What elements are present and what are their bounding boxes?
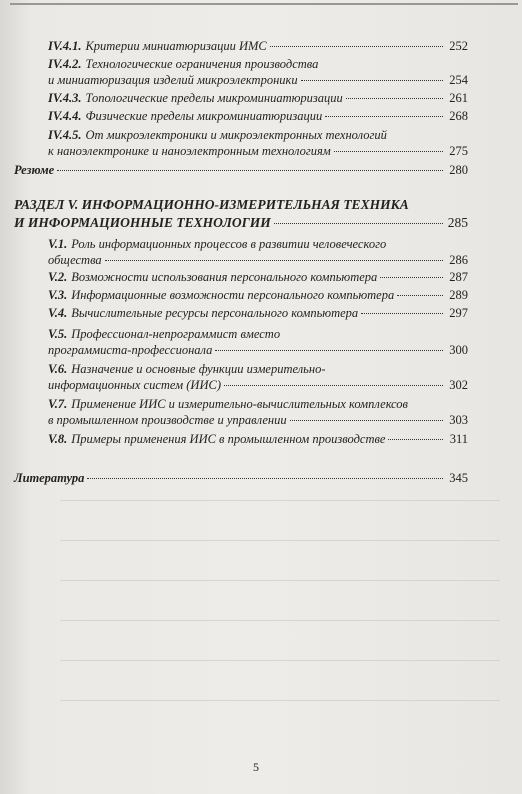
toc-entry-number: V.4. <box>48 306 68 320</box>
leader-dots <box>397 295 443 296</box>
toc-entry-page: 254 <box>449 73 468 87</box>
toc-entry-title-continued: в промышленном производстве и управлении <box>48 413 287 427</box>
leader-dots <box>301 80 443 81</box>
toc-entry-number: V.3. <box>48 288 68 302</box>
toc-entry-title: Роль информационных процессов в развитии человеческого <box>71 237 387 251</box>
leader-dots <box>215 350 443 351</box>
toc-entry[interactable] <box>48 361 468 393</box>
toc-entry-literature[interactable] <box>14 470 468 486</box>
toc-entry-title-continued: программиста-профессионала <box>48 343 213 357</box>
toc-entry-title: Примеры применения ИИС в промышленном производстве <box>71 432 386 446</box>
toc-entry-number: V.6. <box>48 362 68 376</box>
toc-entry[interactable] <box>48 56 468 88</box>
toc-entry-number: IV.4.4. <box>48 109 82 123</box>
toc-entry-title: Вычислительные ресурсы персонального компьютера <box>71 306 359 320</box>
toc-entry-page: 252 <box>449 39 468 53</box>
leader-dots <box>57 170 443 171</box>
toc-entry-title: Критерии миниатюризации ИМС <box>85 39 267 53</box>
toc-entry-number: V.8. <box>48 432 68 446</box>
toc-entry-page: 300 <box>449 343 468 357</box>
toc-entry-number: IV.4.3. <box>48 91 82 105</box>
leader-dots <box>270 46 443 47</box>
toc-entry-title: Применение ИИС и измерительно-вычислительных комплексов <box>71 397 408 411</box>
bleed-through-line <box>60 540 500 541</box>
toc-entry[interactable] <box>48 269 468 285</box>
toc-entry[interactable] <box>48 305 468 321</box>
toc-entry-page: 286 <box>449 253 468 267</box>
toc-entry-title: Назначение и основные функции измерительно- <box>71 362 326 376</box>
toc-entry-title-continued: и миниатюризация изделий микроэлектроники <box>48 73 298 87</box>
top-rule <box>10 3 518 5</box>
toc-entry[interactable] <box>48 431 468 447</box>
leader-dots <box>105 260 443 261</box>
page-number: 5 <box>253 760 259 774</box>
toc-entry[interactable] <box>48 127 468 159</box>
toc-entry[interactable] <box>48 38 468 54</box>
toc-entry-title: Профессионал-непрограммист вместо <box>71 327 281 341</box>
toc-entry[interactable] <box>48 396 468 428</box>
leader-dots <box>224 385 443 386</box>
toc-entry-page: 302 <box>449 378 468 392</box>
toc-entry-title: Физические пределы микроминиатюризации <box>85 109 323 123</box>
toc-entry[interactable] <box>48 108 468 124</box>
toc-entry-number: V.2. <box>48 270 68 284</box>
toc-entry-page: 280 <box>449 163 468 177</box>
toc-entry[interactable] <box>48 326 468 358</box>
leader-dots <box>325 116 443 117</box>
toc-entry-page: 297 <box>449 306 468 320</box>
leader-dots <box>380 277 443 278</box>
toc-entry-page: 261 <box>449 91 468 105</box>
leader-dots <box>388 439 443 440</box>
toc-entry-page: 345 <box>449 471 468 485</box>
bleed-through-line <box>60 580 500 581</box>
bleed-through-line <box>60 620 500 621</box>
leader-dots <box>361 313 443 314</box>
toc-entry-title: Литература <box>14 471 85 485</box>
toc-entry-number: IV.4.5. <box>48 128 82 142</box>
toc-entry-title: Возможности использования персонального компьютера <box>71 270 378 284</box>
leader-dots <box>346 98 443 99</box>
toc-entry-page: 303 <box>449 413 468 427</box>
toc-entry-number: V.5. <box>48 327 68 341</box>
toc-entry-number: IV.4.2. <box>48 57 82 71</box>
toc-entry-title: Топологические пределы микроминиатюризации <box>85 91 343 105</box>
toc-entry[interactable] <box>48 236 468 268</box>
bleed-through-line <box>60 500 500 501</box>
toc-entry-title: Технологические ограничения производства <box>85 57 319 71</box>
toc-entry-title: Резюме <box>14 163 55 177</box>
leader-dots <box>87 478 443 479</box>
toc-entry-page: 285 <box>447 215 468 230</box>
bleed-through-line <box>60 700 500 701</box>
toc-entry[interactable] <box>48 287 468 303</box>
toc-entry-page: 311 <box>449 432 468 446</box>
toc-entry-page: 289 <box>449 288 468 302</box>
toc-entry-page: 275 <box>449 144 468 158</box>
toc-entry-title: Информационные возможности персонального компьютера <box>71 288 395 302</box>
toc-entry-title-continued: общества <box>48 253 102 267</box>
leader-dots <box>274 223 443 224</box>
leader-dots <box>334 151 443 152</box>
toc-entry-title: От микроэлектроники и микроэлектронных технологий <box>85 128 387 142</box>
toc-entry[interactable] <box>48 90 468 106</box>
toc-entry-title-continued: к наноэлектронике и наноэлектронным технологиям <box>48 144 331 158</box>
section-title-line1: РАЗДЕЛ V. ИНФОРМАЦИОННО-ИЗМЕРИТЕЛЬНАЯ ТЕХНИКА <box>14 197 409 212</box>
toc-section-heading[interactable] <box>14 196 468 232</box>
toc-entry-number: V.7. <box>48 397 68 411</box>
toc-entry-page: 268 <box>449 109 468 123</box>
toc-entry-resume[interactable] <box>14 162 468 178</box>
section-title-line2: И ИНФОРМАЦИОННЫЕ ТЕХНОЛОГИИ <box>14 215 271 230</box>
bleed-through-line <box>60 660 500 661</box>
toc-entry-page: 287 <box>449 270 468 284</box>
toc-entry-number: IV.4.1. <box>48 39 82 53</box>
toc-entry-title-continued: информационных систем (ИИС) <box>48 378 221 392</box>
leader-dots <box>290 420 443 421</box>
toc-entry-number: V.1. <box>48 237 68 251</box>
